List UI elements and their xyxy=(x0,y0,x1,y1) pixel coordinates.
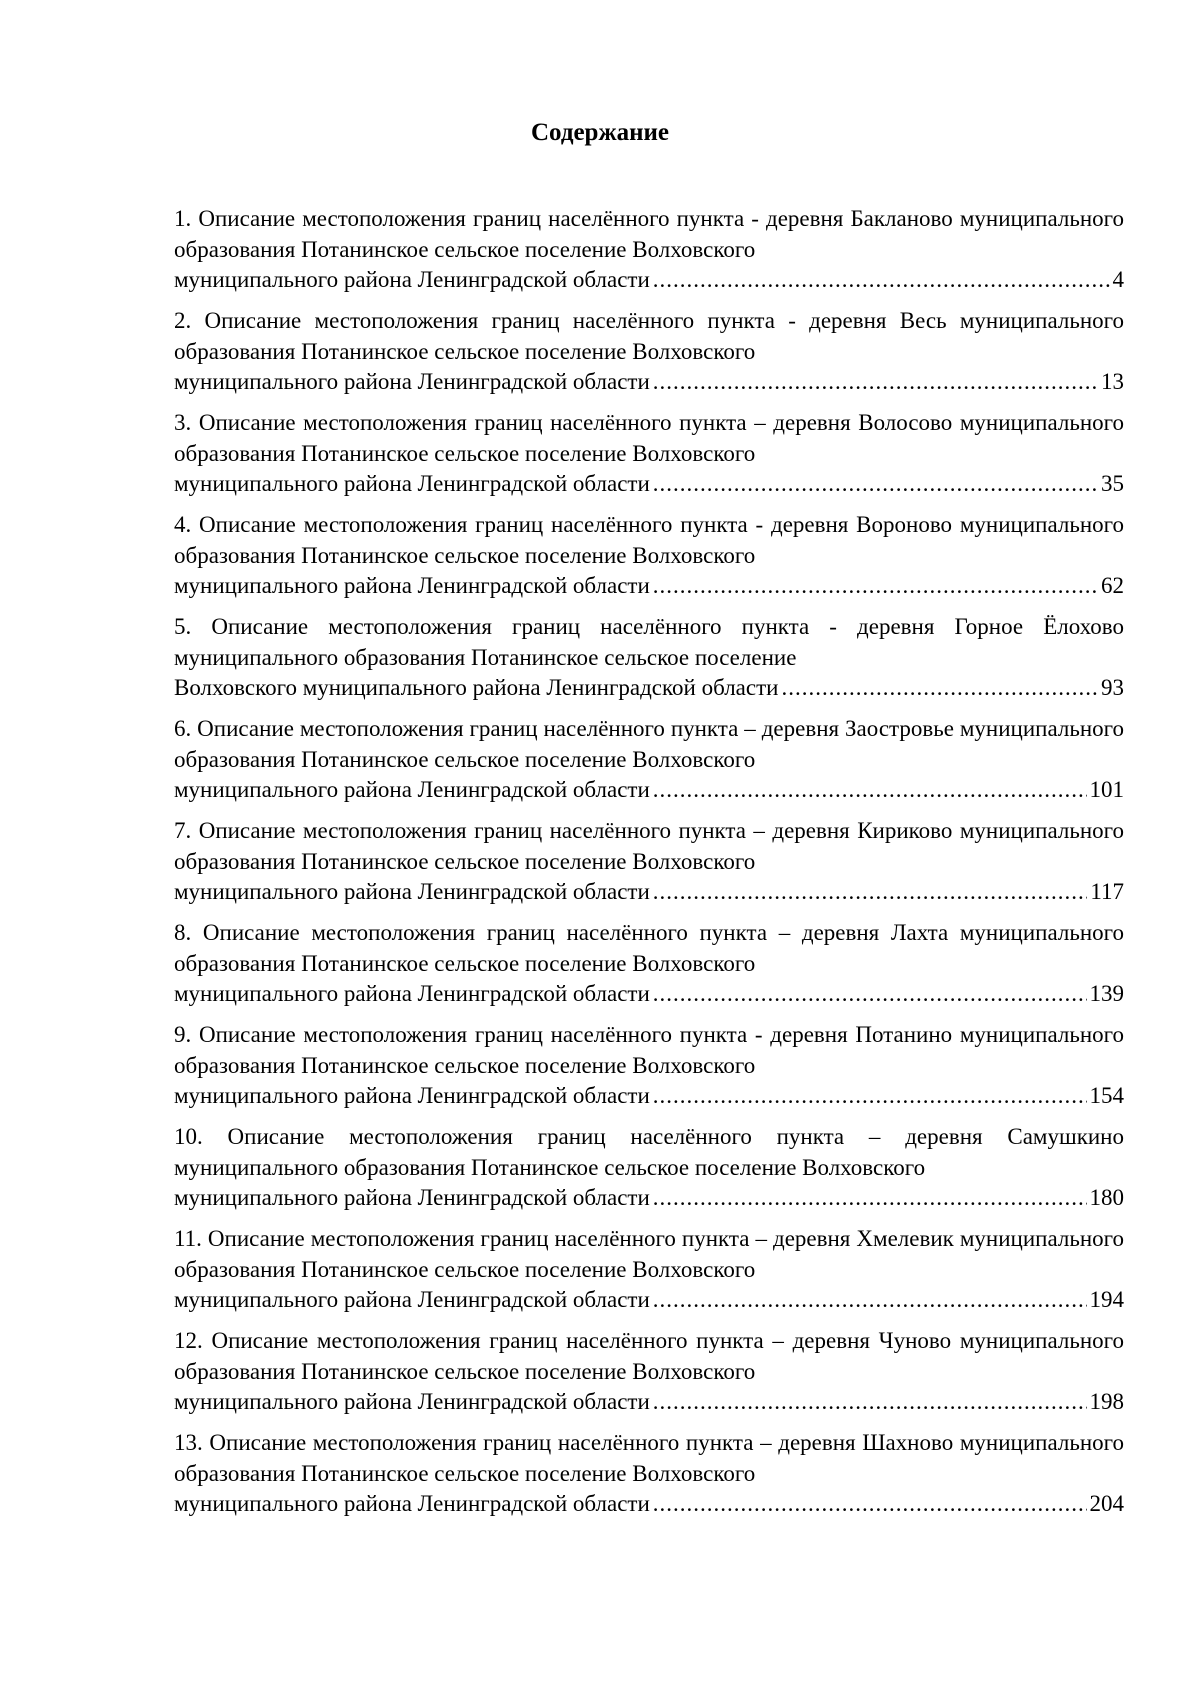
toc-entry-page: 154 xyxy=(1089,1083,1124,1108)
toc-entry-lastline-text: муниципального района Ленинградской области xyxy=(174,777,650,802)
toc-entry-lastline xyxy=(174,979,1124,1010)
toc-entry-text: 12. Описание местоположения границ населённого пункта – деревня Чуново муниципального образования Потанинское сельское поселение Волховского xyxy=(174,1328,1124,1384)
toc-entry-4[interactable] xyxy=(174,510,1124,602)
dot-leader xyxy=(781,673,1098,704)
toc-entry-2[interactable] xyxy=(174,306,1124,398)
toc-entry-page: 117 xyxy=(1090,879,1124,904)
toc-entry-lastline-text: муниципального района Ленинградской области xyxy=(174,369,650,394)
toc-entry-text: 7. Описание местоположения границ населённого пункта – деревня Кириково муниципального образования Потанинское сельское поселение Волховского xyxy=(174,818,1124,874)
toc-entry-page: 180 xyxy=(1089,1185,1124,1210)
toc-entry-1[interactable] xyxy=(174,204,1124,296)
dot-leader xyxy=(653,1285,1087,1316)
toc-entry-7[interactable] xyxy=(174,816,1124,908)
toc-entry-11[interactable] xyxy=(174,1224,1124,1316)
toc-entry-page: 139 xyxy=(1089,981,1124,1006)
dot-leader xyxy=(653,877,1088,908)
toc-entry-text: 10. Описание местоположения границ населённого пункта – деревня Самушкино муниципального образования Потанинское сельское поселение Волховского xyxy=(174,1124,1124,1180)
toc-entry-lastline xyxy=(174,877,1124,908)
toc-entry-lastline-text: муниципального района Ленинградской области xyxy=(174,573,650,598)
toc-entry-page: 93 xyxy=(1101,675,1124,700)
toc-entry-3[interactable] xyxy=(174,408,1124,500)
dot-leader xyxy=(653,469,1098,500)
toc-entry-lastline-text: муниципального района Ленинградской области xyxy=(174,1491,650,1516)
toc-entry-lastline-text: муниципального района Ленинградской области xyxy=(174,1185,650,1210)
toc-entry-text: 8. Описание местоположения границ населённого пункта – деревня Лахта муниципального образования Потанинское сельское поселение Волховского xyxy=(174,920,1124,976)
toc-entry-page: 4 xyxy=(1112,267,1124,292)
toc-entry-text: 6. Описание местоположения границ населённого пункта – деревня Заостровье муниципального образования Потанинское сельское поселение Волховского xyxy=(174,716,1124,772)
toc-entry-lastline-text: муниципального района Ленинградской области xyxy=(174,981,650,1006)
toc-entry-lastline xyxy=(174,1081,1124,1112)
toc-entry-lastline-text: Волховского муниципального района Ленинградской области xyxy=(174,675,779,700)
toc-entry-text: 13. Описание местоположения границ населённого пункта – деревня Шахново муниципального образования Потанинское сельское поселение Волховского xyxy=(174,1430,1124,1486)
toc-entry-text: 9. Описание местоположения границ населённого пункта - деревня Потанино муниципального образования Потанинское сельское поселение Волховского xyxy=(174,1022,1124,1078)
toc-entry-text: 5. Описание местоположения границ населённого пункта - деревня Горное Ёлохово муниципального образования Потанинское сельское поселение xyxy=(174,614,1124,670)
dot-leader xyxy=(653,775,1087,806)
toc-title: Содержание xyxy=(530,119,669,146)
toc-entry-lastline-text: муниципального района Ленинградской области xyxy=(174,879,650,904)
toc-entry-13[interactable] xyxy=(174,1428,1124,1520)
toc-entry-lastline xyxy=(174,673,1124,704)
toc-entry-lastline xyxy=(174,265,1124,296)
dot-leader xyxy=(653,1081,1087,1112)
toc-entry-lastline xyxy=(174,1285,1124,1316)
dot-leader xyxy=(653,979,1087,1010)
toc-entry-page: 204 xyxy=(1089,1491,1124,1516)
toc-entry-text: 4. Описание местоположения границ населённого пункта - деревня Вороново муниципального образования Потанинское сельское поселение Волховского xyxy=(174,512,1124,568)
toc-entry-5[interactable] xyxy=(174,612,1124,704)
toc-list xyxy=(174,204,1124,1530)
toc-entry-6[interactable] xyxy=(174,714,1124,806)
toc-entry-12[interactable] xyxy=(174,1326,1124,1418)
toc-entry-lastline xyxy=(174,571,1124,602)
dot-leader xyxy=(653,571,1098,602)
toc-entry-page: 13 xyxy=(1101,369,1124,394)
dot-leader xyxy=(653,265,1110,296)
toc-entry-page: 194 xyxy=(1089,1287,1124,1312)
toc-entry-8[interactable] xyxy=(174,918,1124,1010)
toc-entry-lastline-text: муниципального района Ленинградской области xyxy=(174,1287,650,1312)
dot-leader xyxy=(653,1387,1087,1418)
toc-entry-10[interactable] xyxy=(174,1122,1124,1214)
dot-leader xyxy=(653,1183,1087,1214)
toc-entry-lastline-text: муниципального района Ленинградской области xyxy=(174,471,650,496)
toc-entry-lastline xyxy=(174,1387,1124,1418)
toc-entry-lastline xyxy=(174,1489,1124,1520)
toc-entry-text: 3. Описание местоположения границ населённого пункта – деревня Волосово муниципального образования Потанинское сельское поселение Волховского xyxy=(174,410,1124,466)
toc-entry-lastline xyxy=(174,775,1124,806)
dot-leader xyxy=(653,1489,1087,1520)
toc-entry-lastline-text: муниципального района Ленинградской области xyxy=(174,1389,650,1414)
dot-leader xyxy=(653,367,1098,398)
toc-entry-page: 62 xyxy=(1101,573,1124,598)
toc-entry-9[interactable] xyxy=(174,1020,1124,1112)
toc-entry-text: 1. Описание местоположения границ населённого пункта - деревня Бакланово муниципального образования Потанинское сельское поселение Волховского xyxy=(174,206,1124,262)
toc-entry-lastline xyxy=(174,1183,1124,1214)
toc-entry-lastline xyxy=(174,367,1124,398)
toc-entry-lastline-text: муниципального района Ленинградской области xyxy=(174,267,650,292)
toc-entry-text: 2. Описание местоположения границ населённого пункта - деревня Весь муниципального образования Потанинское сельское поселение Волховского xyxy=(174,308,1124,364)
toc-entry-lastline xyxy=(174,469,1124,500)
toc-entry-lastline-text: муниципального района Ленинградской области xyxy=(174,1083,650,1108)
toc-entry-page: 35 xyxy=(1101,471,1124,496)
toc-entry-text: 11. Описание местоположения границ населённого пункта – деревня Хмелевик муниципального образования Потанинское сельское поселение Волховского xyxy=(174,1226,1124,1282)
toc-entry-page: 101 xyxy=(1089,777,1124,802)
toc-entry-page: 198 xyxy=(1089,1389,1124,1414)
